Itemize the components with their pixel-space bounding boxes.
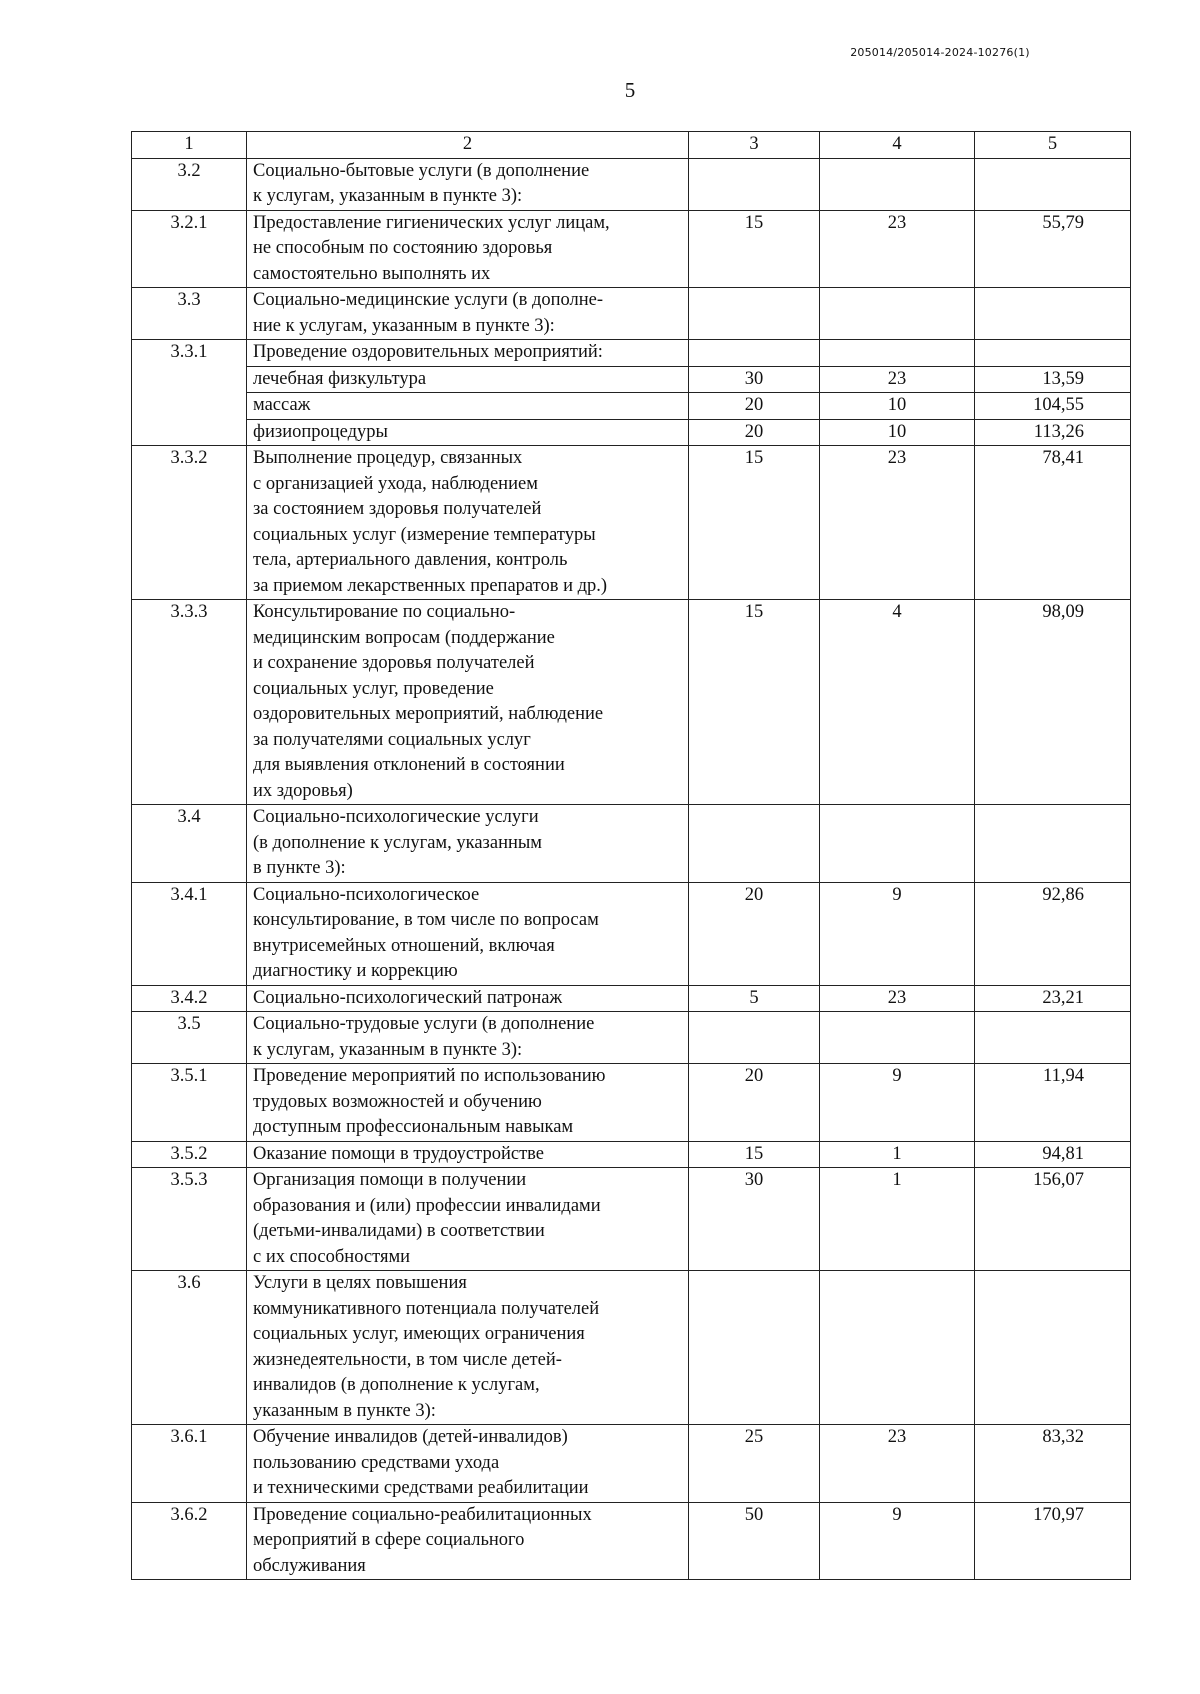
header-cell-4: 4 bbox=[820, 132, 975, 159]
table-row bbox=[132, 985, 1131, 1012]
row-value-col4 bbox=[820, 805, 975, 883]
row-service-name: Проведение мероприятий по использованию трудовых возможностей и обучению доступным профессиональным навыкам bbox=[247, 1064, 689, 1142]
row-service-name: Услуги в целях повышения коммуникативного потенциала получателей социальных услуг, имеющих ограничения жизнедеятельности, в том числе детей- инвалидов (в дополнение к услугам, указанным в пункте 3): bbox=[247, 1271, 689, 1425]
row-code: 3.5.2 bbox=[132, 1141, 247, 1168]
row-value-col5: 170,97 bbox=[975, 1502, 1131, 1580]
row-value-col3: 25 bbox=[689, 1425, 820, 1503]
row-value-col5: 11,94 bbox=[975, 1064, 1131, 1142]
table-row bbox=[132, 446, 1131, 600]
row-value-col3 bbox=[689, 1012, 820, 1064]
row-value-col4: 9 bbox=[820, 1064, 975, 1142]
row-value-col3 bbox=[689, 1271, 820, 1425]
row-value-col4 bbox=[820, 1271, 975, 1425]
row-value-col3: 5 bbox=[689, 985, 820, 1012]
row-value-col3: 20 bbox=[689, 393, 820, 420]
row-value-col3: 15 bbox=[689, 446, 820, 600]
row-code: 3.3.1 bbox=[132, 340, 247, 446]
row-value-col5: 94,81 bbox=[975, 1141, 1131, 1168]
table-row bbox=[132, 158, 1131, 210]
row-value-col4: 1 bbox=[820, 1141, 975, 1168]
row-value-col5 bbox=[975, 288, 1131, 340]
row-value-col5 bbox=[975, 805, 1131, 883]
row-value-col5: 78,41 bbox=[975, 446, 1131, 600]
row-value-col3: 30 bbox=[689, 366, 820, 393]
row-service-name: Социально-бытовые услуги (в дополнение к услугам, указанным в пункте 3): bbox=[247, 158, 689, 210]
row-value-col3 bbox=[689, 805, 820, 883]
row-code: 3.2.1 bbox=[132, 210, 247, 288]
row-value-col4: 4 bbox=[820, 600, 975, 805]
row-code: 3.2 bbox=[132, 158, 247, 210]
row-value-col4: 10 bbox=[820, 393, 975, 420]
row-service-name: Социально-психологический патронаж bbox=[247, 985, 689, 1012]
row-value-col4: 10 bbox=[820, 419, 975, 446]
row-value-col5: 55,79 bbox=[975, 210, 1131, 288]
row-value-col4: 9 bbox=[820, 882, 975, 985]
table-row bbox=[132, 805, 1131, 883]
table-header-row bbox=[132, 132, 1131, 159]
row-service-name: Обучение инвалидов (детей-инвалидов) пользованию средствами ухода и техническими средствами реабилитации bbox=[247, 1425, 689, 1503]
row-value-col4: 23 bbox=[820, 366, 975, 393]
row-value-col4 bbox=[820, 1012, 975, 1064]
row-value-col5 bbox=[975, 1271, 1131, 1425]
row-value-col3 bbox=[689, 158, 820, 210]
row-value-col3: 20 bbox=[689, 419, 820, 446]
header-cell-3: 3 bbox=[689, 132, 820, 159]
row-value-col5: 113,26 bbox=[975, 419, 1131, 446]
header-cell-2: 2 bbox=[247, 132, 689, 159]
row-code: 3.6.1 bbox=[132, 1425, 247, 1503]
table-row bbox=[132, 1141, 1131, 1168]
row-value-col5: 104,55 bbox=[975, 393, 1131, 420]
row-value-col4 bbox=[820, 288, 975, 340]
row-value-col5: 13,59 bbox=[975, 366, 1131, 393]
row-value-col4: 9 bbox=[820, 1502, 975, 1580]
row-code: 3.3.2 bbox=[132, 446, 247, 600]
row-code: 3.5.3 bbox=[132, 1168, 247, 1271]
row-service-name: Выполнение процедур, связанных с организацией ухода, наблюдением за состоянием здоровья получателей социальных услуг (измерение температуры тела, артериального давления, контроль за приемом лекарственных препаратов и др.) bbox=[247, 446, 689, 600]
row-service-name: Предоставление гигиенических услуг лицам, не способным по состоянию здоровья самостоятельно выполнять их bbox=[247, 210, 689, 288]
table-row bbox=[132, 1012, 1131, 1064]
row-service-name: лечебная физкультура bbox=[247, 366, 689, 393]
row-code: 3.4.2 bbox=[132, 985, 247, 1012]
row-code: 3.3 bbox=[132, 288, 247, 340]
row-code: 3.5.1 bbox=[132, 1064, 247, 1142]
row-service-name: Социально-психологическое консультирование, в том числе по вопросам внутрисемейных отношений, включая диагностику и коррекцию bbox=[247, 882, 689, 985]
row-value-col3: 20 bbox=[689, 882, 820, 985]
table-row bbox=[132, 366, 1131, 393]
row-value-col4: 23 bbox=[820, 985, 975, 1012]
row-value-col3: 30 bbox=[689, 1168, 820, 1271]
table-row bbox=[132, 1064, 1131, 1142]
row-code: 3.6 bbox=[132, 1271, 247, 1425]
row-code: 3.5 bbox=[132, 1012, 247, 1064]
row-value-col5: 23,21 bbox=[975, 985, 1131, 1012]
page-number: 5 bbox=[624, 78, 636, 102]
table-row bbox=[132, 1425, 1131, 1503]
row-service-name: Организация помощи в получении образования и (или) профессии инвалидами (детьми-инвалидами) в соответствии с их способностями bbox=[247, 1168, 689, 1271]
row-value-col3: 15 bbox=[689, 210, 820, 288]
row-value-col4 bbox=[820, 158, 975, 210]
row-value-col5 bbox=[975, 340, 1131, 367]
services-table bbox=[131, 131, 1131, 1580]
table-row bbox=[132, 340, 1131, 367]
row-value-col3: 20 bbox=[689, 1064, 820, 1142]
row-service-name: Оказание помощи в трудоустройстве bbox=[247, 1141, 689, 1168]
row-value-col4: 23 bbox=[820, 210, 975, 288]
row-value-col4 bbox=[820, 340, 975, 367]
row-service-name: физиопроцедуры bbox=[247, 419, 689, 446]
header-cell-5: 5 bbox=[975, 132, 1131, 159]
row-value-col3: 15 bbox=[689, 600, 820, 805]
row-code: 3.3.3 bbox=[132, 600, 247, 805]
row-value-col5: 98,09 bbox=[975, 600, 1131, 805]
table-row bbox=[132, 600, 1131, 805]
row-code: 3.6.2 bbox=[132, 1502, 247, 1580]
row-value-col3 bbox=[689, 340, 820, 367]
row-value-col4: 23 bbox=[820, 1425, 975, 1503]
row-value-col5: 92,86 bbox=[975, 882, 1131, 985]
row-value-col5: 83,32 bbox=[975, 1425, 1131, 1503]
row-value-col3 bbox=[689, 288, 820, 340]
table-row bbox=[132, 1502, 1131, 1580]
table-row bbox=[132, 882, 1131, 985]
table-row bbox=[132, 210, 1131, 288]
row-value-col4: 1 bbox=[820, 1168, 975, 1271]
row-service-name: Консультирование по социально- медицинским вопросам (поддержание и сохранение здоровья получателей социальных услуг, проведение оздоровительных мероприятий, наблюдение за получателями социальных услуг для выявления отклонений в состоянии их здоровья) bbox=[247, 600, 689, 805]
row-value-col5: 156,07 bbox=[975, 1168, 1131, 1271]
row-value-col4: 23 bbox=[820, 446, 975, 600]
row-code: 3.4 bbox=[132, 805, 247, 883]
row-value-col5 bbox=[975, 158, 1131, 210]
table-row bbox=[132, 1168, 1131, 1271]
row-service-name: массаж bbox=[247, 393, 689, 420]
row-service-name: Социально-трудовые услуги (в дополнение к услугам, указанным в пункте 3): bbox=[247, 1012, 689, 1064]
table-row bbox=[132, 288, 1131, 340]
document-id: 205014/205014-2024-10276(1) bbox=[850, 46, 1030, 59]
table-row bbox=[132, 419, 1131, 446]
row-value-col3: 50 bbox=[689, 1502, 820, 1580]
row-service-name: Социально-психологические услуги (в дополнение к услугам, указанным в пункте 3): bbox=[247, 805, 689, 883]
table-row bbox=[132, 393, 1131, 420]
row-code: 3.4.1 bbox=[132, 882, 247, 985]
row-value-col5 bbox=[975, 1012, 1131, 1064]
header-cell-1: 1 bbox=[132, 132, 247, 159]
table-row bbox=[132, 1271, 1131, 1425]
row-service-name: Проведение социально-реабилитационных мероприятий в сфере социального обслуживания bbox=[247, 1502, 689, 1580]
row-service-name: Социально-медицинские услуги (в дополне- ние к услугам, указанным в пункте 3): bbox=[247, 288, 689, 340]
row-service-name: Проведение оздоровительных мероприятий: bbox=[247, 340, 689, 367]
row-value-col3: 15 bbox=[689, 1141, 820, 1168]
